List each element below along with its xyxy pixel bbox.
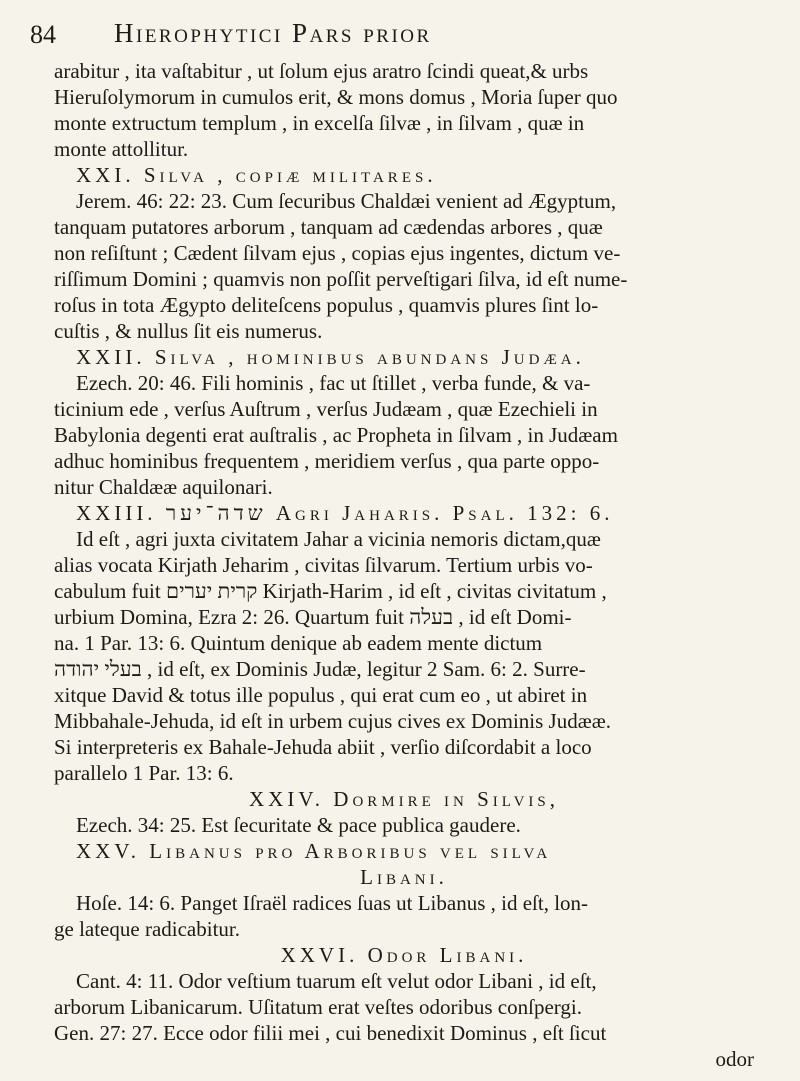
catchword: odor [715,1047,754,1071]
page-number: 84 [30,20,56,49]
text-line: urbium Domina, Ezra 2: 26. Quartum fuit בעלה , id eſt Domi- [54,605,572,629]
text-line: Mibbahale-Jehuda, id eſt in urbem cujus cives ex Dominis Judææ. [54,709,611,733]
text-line: roſus in tota Ægypto deliteſcens populus , quamvis plures ſint lo- [54,293,599,317]
page-header [30,12,770,56]
text-line: parallelo 1 Par. 13: 6. [54,761,234,785]
section-heading: XXII. Silva , hominibus abundans Judæa. [76,345,585,369]
text-line: בעלי יהודה , id eſt, ex Dominis Judæ, legitur 2 Sam. 6: 2. Surre- [54,657,586,681]
text-line: cuſtis , & nullus ſit eis numerus. [54,319,323,343]
text-line: xitque David & totus ille populus , qui erat cum eo , ut abiret in [54,683,588,707]
text-line: Cant. 4: 11. Odor veſtium tuarum eſt velut odor Libani , id eſt, [76,969,597,993]
text-line: na. 1 Par. 13: 6. Quintum denique ab eadem mente dictum [54,631,543,655]
running-head: Hierophytici Pars prior [114,18,432,48]
section-heading: XXIV. Dormire in Silvis, [249,787,559,811]
text-line: monte attollitur. [54,137,189,161]
text-line: Ezech. 34: 25. Est ſecuritate & pace publica gaudere. [76,813,521,837]
text-line: tanquam putatores arborum , tanquam ad cædendas arbores , quæ [54,215,603,239]
text-line: ticinium ede , verſus Auſtrum , verſus Judæam , quæ Ezechieli in [54,397,598,421]
text-line: nitur Chaldææ aquilonari. [54,475,273,499]
text-line: monte extructum templum , in excelſa ſilvæ , in ſilvam , quæ in [54,111,585,135]
text-line: Hieruſolymorum in cumulos erit, & mons domus , Moria ſuper quo [54,85,618,109]
text-line: Babylonia degenti erat auſtralis , ac Propheta in ſilvam , in Judæam [54,423,618,447]
section-heading: Libani. [360,865,448,889]
section-heading: XXIII. שדה־יער Agri Jaharis. Pſal. 132: 6. [76,501,614,525]
text-line: adhuc hominibus frequentem , meridiem verſus , qua parte oppo- [54,449,600,473]
section-heading: XXI. Silva , copiæ militares. [76,163,437,187]
text-line: alias vocata Kirjath Jeharim , civitas ſilvarum. Tertium urbis vo- [54,553,593,577]
text-line: riſſimum Domini ; quamvis non poſſit perveſtigari ſilva, id eſt nume- [54,267,628,291]
text-line: Id eſt , agri juxta civitatem Jahar a vicinia nemoris dictam,quæ [76,527,601,551]
text-line: Hoſe. 14: 6. Panget Iſraël radices ſuas ut Libanus , id eſt, lon- [76,891,589,915]
text-line: Ezech. 20: 46. Fili hominis , fac ut ſtillet , verba funde, & va- [76,371,591,395]
text-line: Jerem. 46: 22: 23. Cum ſecuribus Chaldæi venient ad Ægyptum, [76,189,617,213]
text-line: arborum Libanicarum. Uſitatum erat veſtes odoribus conſpergi. [54,995,582,1019]
text-line: cabulum fuit קרית יערים Kirjath-Harim , id eſt , civitas civitatum , [54,579,607,603]
section-heading: XXVI. Odor Libani. [280,943,528,967]
section-heading: XXV. Libanus pro Arboribus vel silva [76,839,552,863]
text-line: arabitur , ita vaſtabitur , ut ſolum ejus aratro ſcindi queat,& urbs [54,59,589,83]
text-line: Si interpreteris ex Bahale-Jehuda abiit , verſio diſcordabit a loco [54,735,592,759]
text-line: non reſiſtunt ; Cædent ſilvam ejus , copias ejus ingentes, dictum ve- [54,241,621,265]
text-line: Gen. 27: 27. Ecce odor filii mei , cui benedixit Dominus , eſt ſicut [54,1021,607,1045]
text-line: ge lateque radicabitur. [54,917,240,941]
